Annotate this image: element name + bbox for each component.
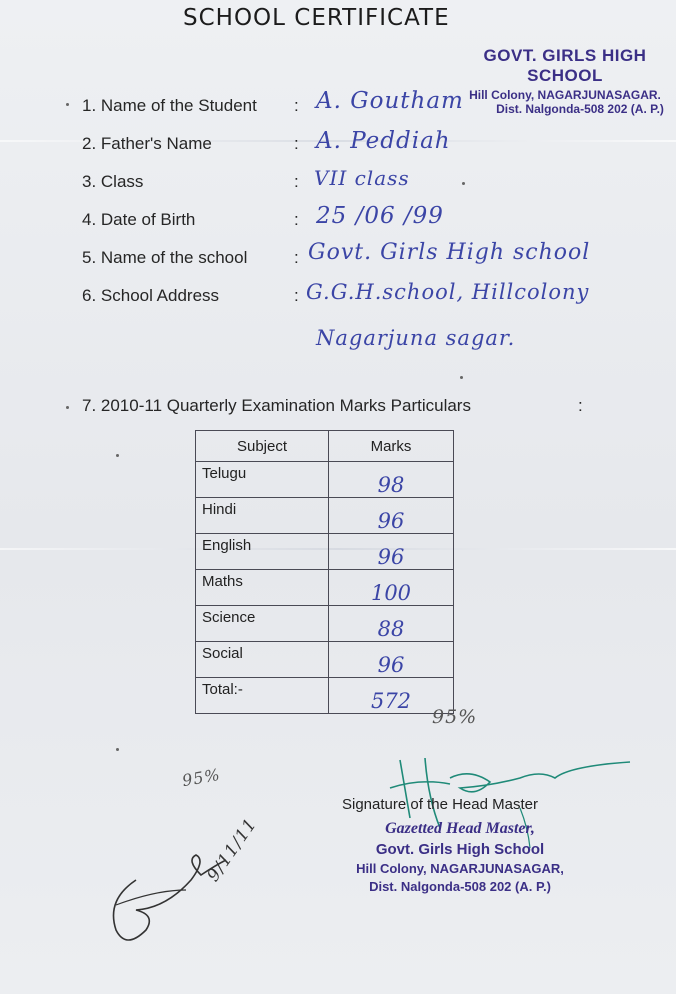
countersignature-icon bbox=[96, 820, 286, 960]
school-header-stamp bbox=[452, 46, 676, 116]
margin-dot bbox=[66, 103, 69, 106]
margin-dot bbox=[460, 376, 463, 379]
field-label: 2. Father's Name bbox=[82, 134, 212, 153]
signature-label: Signature of the Head Master bbox=[342, 796, 538, 813]
field-colon: : bbox=[294, 210, 299, 229]
field-label: 1. Name of the Student bbox=[82, 96, 257, 115]
marks-cell: 98 bbox=[329, 462, 454, 498]
field-colon: : bbox=[294, 134, 299, 153]
hm-stamp-locality: Hill Colony, NAGARJUNASAGAR, bbox=[356, 861, 564, 876]
subject-cell: English bbox=[196, 534, 329, 570]
marks-cell: 88 bbox=[329, 606, 454, 642]
stamp-school-district: Dist. Nalgonda-508 202 (A. P.) bbox=[496, 102, 664, 116]
table-row bbox=[196, 462, 454, 498]
hm-stamp-title: Gazetted Head Master, bbox=[385, 820, 535, 837]
field-colon: : bbox=[294, 286, 299, 305]
subject-cell: Social bbox=[196, 642, 329, 678]
subject-cell: Hindi bbox=[196, 498, 329, 534]
field-colon: : bbox=[294, 172, 299, 191]
hm-stamp-district: Dist. Nalgonda-508 202 (A. P.) bbox=[369, 879, 551, 894]
certificate-title: SCHOOL CERTIFICATE bbox=[183, 5, 450, 31]
subject-cell: Maths bbox=[196, 570, 329, 606]
table-row bbox=[196, 534, 454, 570]
total-label-cell: Total:- bbox=[196, 678, 329, 714]
percent-note-left: 95% bbox=[180, 764, 222, 791]
marks-heading-colon: : bbox=[578, 396, 583, 415]
field-label: 6. School Address bbox=[82, 286, 220, 305]
total-marks-cell: 572 bbox=[329, 678, 454, 714]
field-value-school-address: G.G.H.school, Hillcolony bbox=[306, 280, 590, 304]
table-row bbox=[196, 606, 454, 642]
table-row bbox=[196, 570, 454, 606]
margin-dot bbox=[116, 454, 119, 457]
marks-heading-text: 7. 2010-11 Quarterly Examination Marks Particulars bbox=[82, 396, 471, 415]
percent-note: 95% bbox=[432, 706, 478, 728]
marks-cell: 96 bbox=[329, 534, 454, 570]
field-label: 4. Date of Birth bbox=[82, 210, 196, 229]
field-value-school-name: Govt. Girls High school bbox=[308, 240, 591, 265]
table-row bbox=[196, 498, 454, 534]
field-value-father-name: A. Peddiah bbox=[316, 128, 451, 154]
margin-dot bbox=[462, 182, 465, 185]
marks-cell: 100 bbox=[329, 570, 454, 606]
subject-cell: Telugu bbox=[196, 462, 329, 498]
subject-cell: Science bbox=[196, 606, 329, 642]
field-value-student-name: A. Goutham bbox=[316, 88, 464, 114]
field-colon: : bbox=[294, 96, 299, 115]
hm-stamp-school: Govt. Girls High School bbox=[375, 841, 545, 858]
table-total-row bbox=[196, 678, 454, 714]
table-row bbox=[196, 642, 454, 678]
field-label: 3. Class bbox=[82, 172, 144, 191]
column-header-subject: Subject bbox=[196, 431, 329, 462]
stamp-school-locality: Hill Colony, NAGARJUNASAGAR. bbox=[469, 88, 661, 102]
marks-table bbox=[195, 430, 454, 714]
countersign-date: 9/11/11 bbox=[203, 814, 262, 886]
field-value-class: VII class bbox=[314, 166, 410, 190]
margin-dot bbox=[66, 406, 69, 409]
field-label: 5. Name of the school bbox=[82, 248, 248, 267]
table-header-row bbox=[196, 431, 454, 462]
head-master-stamp bbox=[340, 820, 580, 894]
marks-cell: 96 bbox=[329, 642, 454, 678]
field-colon: : bbox=[294, 248, 299, 267]
field-value-date-of-birth: 25 /06 /99 bbox=[316, 203, 444, 229]
field-value-school-address-line2: Nagarjuna sagar. bbox=[316, 326, 516, 350]
column-header-marks: Marks bbox=[329, 431, 454, 462]
stamp-school-name: GOVT. GIRLS HIGH SCHOOL bbox=[483, 46, 647, 85]
margin-dot bbox=[116, 748, 119, 751]
marks-cell: 96 bbox=[329, 498, 454, 534]
